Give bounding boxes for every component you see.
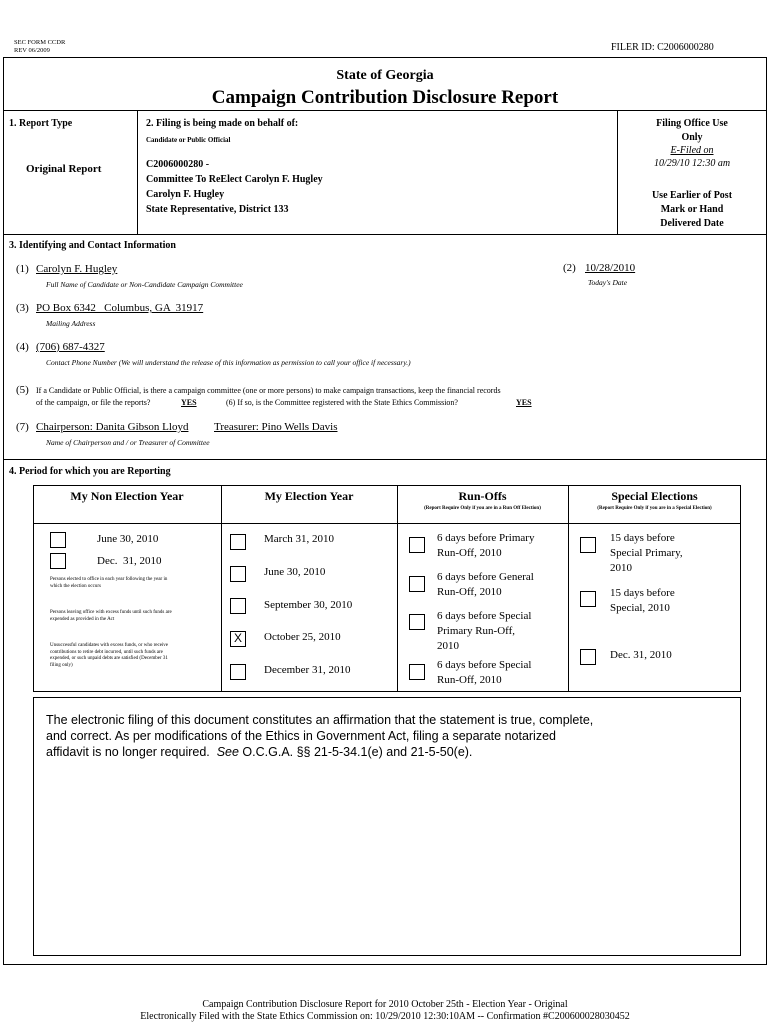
- footer-line-2: Electronically Filed with the State Ethics Commission on: 10/29/2010 12:30:10AM -- Confirmation #C200600028030452: [140, 1011, 630, 1022]
- divider: [3, 234, 767, 235]
- checkbox-election-december[interactable]: [230, 664, 246, 680]
- col-runoffs-note: (Report Require Only if you are in a Run Off Election): [424, 506, 541, 511]
- filing-note-2: Mark or Hand: [660, 204, 724, 215]
- item5-num: (5): [16, 384, 29, 396]
- mailing-address: PO Box 6342 Columbus, GA 31917: [36, 302, 204, 314]
- checkbox-runoff-general[interactable]: [409, 576, 425, 592]
- affirmation-see: See: [216, 745, 239, 759]
- item7-caption: Name of Chairperson and / or Treasurer of Committee: [46, 438, 210, 447]
- checkbox-runoff-special-primary[interactable]: [409, 614, 425, 630]
- item7-num: (7): [16, 421, 29, 433]
- filing-note-3: Delivered Date: [660, 218, 724, 229]
- checkbox-election-september[interactable]: [230, 598, 246, 614]
- item5-text-a: If a Candidate or Public Official, is there a campaign committee (one or more persons) to make campaign transactions, keep the financial records: [36, 386, 501, 395]
- checkbox-runoff-primary[interactable]: [409, 537, 425, 553]
- runoff-primary-line1: 6 days before Primary: [437, 532, 535, 544]
- checkbox-non-election-june[interactable]: [50, 532, 66, 548]
- col-special-note: (Report Require Only if you are in a Special Election): [597, 506, 712, 511]
- checkbox-election-october[interactable]: X: [230, 631, 246, 647]
- non-election-dec-label: Dec. 31, 2010: [97, 555, 162, 567]
- election-march-label: March 31, 2010: [264, 533, 334, 545]
- special-primary-line3: 2010: [610, 562, 632, 574]
- item1-caption: Full Name of Candidate or Non-Candidate Campaign Committee: [46, 280, 243, 289]
- divider: [137, 110, 138, 234]
- todays-date: 10/28/2010: [585, 262, 636, 274]
- divider: [397, 485, 398, 692]
- candidate-full-name: Carolyn F. Hugley: [36, 263, 118, 275]
- divider: [617, 110, 618, 234]
- col-non-election-title: My Non Election Year: [70, 489, 184, 503]
- checkbox-non-election-dec[interactable]: [50, 553, 66, 569]
- runoff-special-primary-line3: 2010: [437, 640, 459, 652]
- runoff-general-line2: Run-Off, 2010: [437, 586, 502, 598]
- report-type-value: Original Report: [26, 163, 102, 175]
- section4-label: 4. Period for which you are Reporting: [9, 466, 171, 477]
- non-election-note-1: Persons elected to office in each year following the year in which the election occurs: [50, 577, 168, 589]
- item4-caption: Contact Phone Number (We will understand the release of this information as permission to call your office if necessary.): [46, 358, 411, 367]
- divider: [221, 485, 222, 692]
- runoff-special-primary-line1: 6 days before Special: [437, 610, 532, 622]
- item1-num: (1): [16, 263, 29, 275]
- form-revision: REV 06/2009: [14, 47, 50, 54]
- col-runoffs-title: Run-Offs: [458, 489, 507, 503]
- divider: [568, 485, 569, 692]
- filing-note-1: Use Earlier of Post: [651, 190, 733, 201]
- contact-phone: (706) 687-4327: [36, 341, 105, 353]
- page-title: Campaign Contribution Disclosure Report: [211, 87, 559, 108]
- election-june-label: June 30, 2010: [264, 566, 326, 578]
- checkbox-runoff-special[interactable]: [409, 664, 425, 680]
- efiled-label: E-Filed on: [670, 145, 714, 156]
- checkbox-special[interactable]: [580, 591, 596, 607]
- checkbox-special-primary[interactable]: [580, 537, 596, 553]
- affirmation-line-3: [46, 745, 472, 759]
- runoff-special-primary-line2: Primary Run-Off,: [437, 625, 516, 637]
- runoff-special-line2: Run-Off, 2010: [437, 674, 502, 686]
- item5-text-b: of the campaign, or file the reports?: [36, 398, 151, 407]
- treasurer: Treasurer: Pino Wells Davis: [214, 421, 338, 433]
- election-september-label: September 30, 2010: [264, 599, 353, 611]
- checkbox-special-dec[interactable]: [580, 649, 596, 665]
- filing-behalf-label: 2. Filing is being made on behalf of:: [146, 118, 299, 129]
- filing-office-label-2: Only: [681, 132, 703, 143]
- election-october-label: October 25, 2010: [264, 631, 341, 643]
- filing-behalf-sublabel: Candidate or Public Official: [146, 136, 231, 144]
- affirmation-line-3a: affidavit is no longer required.: [46, 745, 217, 759]
- section3-label: 3. Identifying and Contact Information: [9, 240, 176, 251]
- special-dec-line1: Dec. 31, 2010: [610, 649, 672, 661]
- efiled-date: 10/29/10 12:30 am: [653, 158, 731, 169]
- non-election-june-label: June 30, 2010: [97, 533, 159, 545]
- item6-text: (6) If so, is the Committee registered with the State Ethics Commission?: [226, 398, 458, 407]
- non-election-note-2: Persons leaving office with excess funds until such funds are expended as provided in the Act: [50, 610, 172, 622]
- non-election-note-3: Unsuccessful candidates with excess funds, or who receive contributions to retire debt incurred, until such funds are expended, or such unpaid debts are satisfied (December 31 filing only): [50, 643, 169, 668]
- checkbox-election-march[interactable]: [230, 534, 246, 550]
- checkbox-election-june[interactable]: [230, 566, 246, 582]
- special-line2: Special, 2010: [610, 602, 670, 614]
- affirmation-line-3b: O.C.G.A. §§ 21-5-34.1(e) and 21-5-50(e).: [238, 745, 473, 759]
- candidate-name: Carolyn F. Hugley: [146, 189, 225, 200]
- office-name: State Representative, District 133: [146, 204, 289, 215]
- special-line1: 15 days before: [610, 587, 675, 599]
- runoff-general-line1: 6 days before General: [437, 571, 534, 583]
- divider: [3, 110, 767, 111]
- special-primary-line1: 15 days before: [610, 532, 675, 544]
- col-special-title: Special Elections: [611, 489, 698, 503]
- state-title: State of Georgia: [336, 68, 434, 83]
- election-december-label: December 31, 2010: [264, 664, 351, 676]
- runoff-primary-line2: Run-Off, 2010: [437, 547, 502, 559]
- item2-num: (2): [563, 262, 576, 274]
- item3-num: (3): [16, 302, 29, 314]
- col-election-title: My Election Year: [264, 489, 354, 503]
- committee-name: Committee To ReElect Carolyn F. Hugley: [146, 174, 323, 185]
- special-primary-line2: Special Primary,: [610, 547, 683, 559]
- footer-line-1: Campaign Contribution Disclosure Report for 2010 October 25th - Election Year - Original: [202, 999, 568, 1010]
- affirmation-line-1: The electronic filing of this document constitutes an affirmation that the statement is true, complete,: [46, 713, 594, 727]
- chairperson: Chairperson: Danita Gibson Lloyd: [36, 421, 189, 433]
- item6-answer: YES: [516, 398, 532, 407]
- item5-answer: YES: [181, 398, 197, 407]
- form-id: SEC FORM CCDR: [14, 39, 66, 46]
- affirmation-line-2: and correct. As per modifications of the Ethics in Government Act, filing a separate notarized: [46, 729, 556, 743]
- item4-num: (4): [16, 341, 29, 353]
- divider: [33, 523, 741, 524]
- divider: [3, 459, 767, 460]
- filer-code: C2006000280 -: [146, 159, 210, 170]
- item3-caption: Mailing Address: [46, 319, 96, 328]
- filer-id: FILER ID: C2006000280: [611, 42, 714, 53]
- runoff-special-line1: 6 days before Special: [437, 659, 532, 671]
- report-type-label: 1. Report Type: [9, 118, 73, 129]
- filing-office-label: Filing Office Use: [656, 118, 728, 129]
- item2-caption: Today's Date: [588, 278, 628, 287]
